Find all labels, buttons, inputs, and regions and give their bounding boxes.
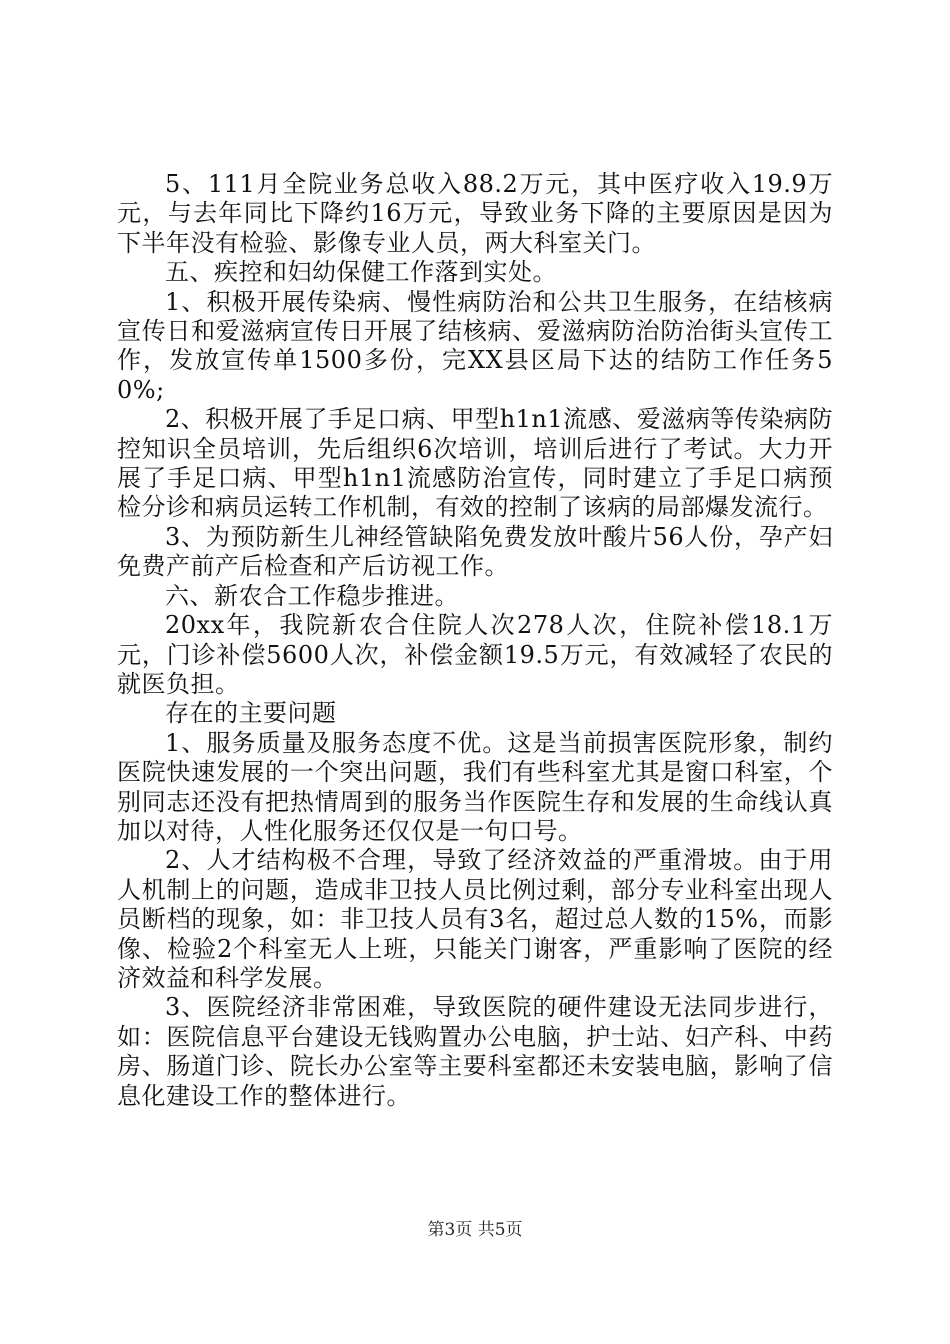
paragraph-economic-difficulty: 3、医院经济非常困难，导致医院的硬件建设无法同步进行，如：医院信息平台建设无钱购置办公电脑，护士站、妇产科、中药房、肠道门诊、院长办公室等主要科室都还未安装电脑，影响了信息化建设工作的整体进行。 [117, 993, 833, 1110]
page-footer [0, 1215, 950, 1240]
paragraph-folic-acid: 3、为预防新生儿神经管缺陷免费发放叶酸片56人份，孕产妇免费产前产后检查和产后访视工作。 [117, 522, 833, 581]
section-heading-rural-cooperative: 六、新农合工作稳步推进。 [165, 581, 459, 610]
page-number: 第3页 共5页 [427, 1220, 523, 1240]
paragraph-infectious-disease: 1、积极开展传染病、慢性病防治和公共卫生服务，在结核病宣传日和爱滋病宣传日开展了结核病、爱滋病防治防治街头宣传工作，发放宣传单1500多份，完XX县区局下达的结防工作任务50%; [117, 287, 833, 404]
paragraph-cooperative-stats: 20xx年，我院新农合住院人次278人次，住院补偿18.1万元，门诊补偿5600人次，补偿金额19.5万元，有效减轻了农民的就医负担。 [117, 611, 833, 698]
section-heading-disease-control: 五、疾控和妇幼保健工作落到实处。 [165, 258, 557, 287]
paragraph-talent-structure: 2、人才结构极不合理，导致了经济效益的严重滑坡。由于用人机制上的问题，造成非卫技人员比例过剩，部分专业科室出现人员断档的现象，如：非卫技人员有3名，超过总人数的15%，而影像、检验2个科室无人上班，只能关门谢客，严重影响了医院的经济效益和科学发展。 [117, 846, 833, 992]
paragraph-revenue: 5、111月全院业务总收入88.2万元，其中医疗收入19.9万元，与去年同比下降约16万元，导致业务下降的主要原因是因为下半年没有检验、影像专业人员，两大科室关门。 [117, 170, 833, 257]
paragraph-service-quality: 1、服务质量及服务态度不优。这是当前损害医院形象，制约医院快速发展的一个突出问题，我们有些科室尤其是窗口科室，个别同志还没有把热情周到的服务当作医院生存和发展的生命线认真加以对待，人性化服务还仅仅是一句口号。 [117, 728, 833, 845]
document-body [117, 170, 833, 1111]
section-heading-main-problems: 存在的主要问题 [165, 699, 337, 728]
paragraph-training: 2、积极开展了手足口病、甲型h1n1流感、爱滋病等传染病防控知识全员培训，先后组织6次培训，培训后进行了考试。大力开展了手足口病、甲型h1n1流感防治宣传，同时建立了手足口病预检分诊和病员运转工作机制，有效的控制了该病的局部爆发流行。 [117, 405, 833, 522]
